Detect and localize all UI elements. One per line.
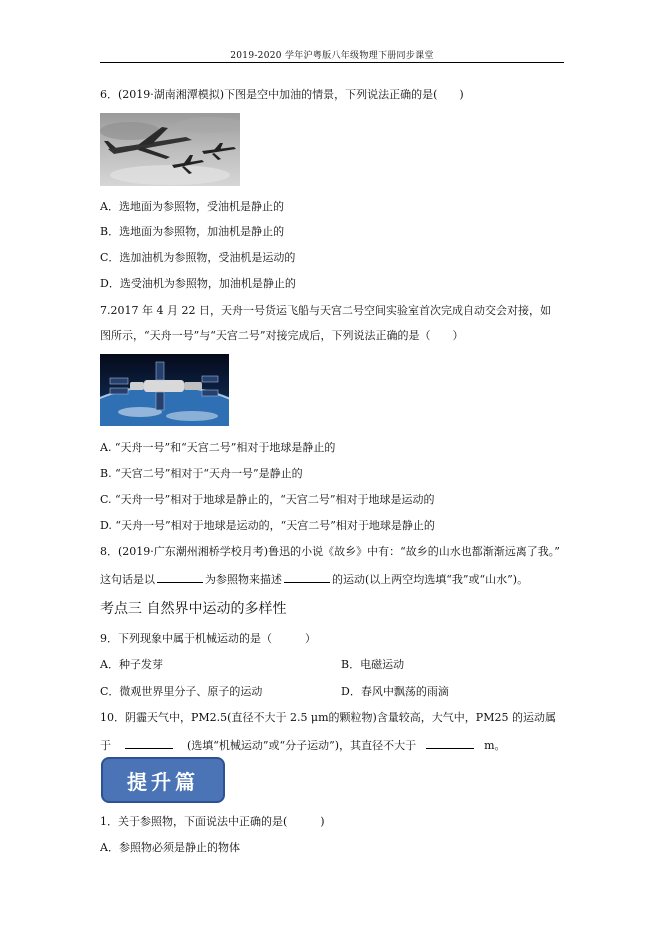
space-station-illustration — [100, 354, 229, 426]
q10-text-part3: m。 — [484, 739, 506, 752]
header-divider — [100, 62, 564, 63]
q8-blank-2[interactable] — [284, 571, 330, 583]
q9-option-c: C．微观世界里分子、原子的运动 — [100, 685, 263, 698]
space-station-image — [100, 354, 229, 426]
q8-text-part2: 为参照物来描述 — [205, 573, 282, 586]
q8-text-part1: 这句话是以 — [100, 573, 155, 586]
q9-option-b: B．电磁运动 — [341, 658, 405, 671]
q10-text-part1: 于 — [100, 739, 111, 752]
q9-stem: 9．下列现象中属于机械运动的是（ ） — [100, 632, 316, 645]
q7-stem-line1: 7.2017 年 4 月 22 日，天舟一号货运飞船与天宫二号空间实验室首次完成自动交会对接，如 — [100, 304, 551, 317]
q7-option-b: B. “天宫二号”相对于“天舟一号”是静止的 — [100, 467, 303, 480]
q9-option-a: A．种子发芽 — [100, 658, 163, 671]
page-header: 2019-2020 学年沪粤版八年级物理下册同步课堂 — [230, 51, 434, 61]
q6-stem: 6．(2019·湖南湘潭模拟)下图是空中加油的情景，下列说法正确的是( ) — [100, 88, 464, 101]
q9-option-d: D．春风中飘荡的雨滴 — [341, 685, 449, 698]
section-heading: 考点三 自然界中运动的多样性 — [100, 601, 287, 617]
q7-stem-line2: 图所示，“天舟一号”与“天宫二号”对接完成后，下列说法正确的是（ ） — [100, 329, 464, 342]
q10-line2 — [100, 737, 506, 753]
advanced-section-badge: 提升篇 — [101, 757, 225, 803]
q10-line1: 10．阴霾天气中，PM2.5(直径不大于 2.5 μm的颗粒物)含量较高，大气中，PM25 的运动属 — [100, 711, 556, 724]
q7-option-a: A. “天舟一号”和“天宫二号”相对于地球是静止的 — [100, 441, 336, 454]
q6-option-c: C．选加油机为参照物，受油机是运动的 — [100, 251, 296, 264]
q8-blank-1[interactable] — [157, 571, 203, 583]
q6-option-b: B．选地面为参照物，加油机是静止的 — [100, 225, 285, 238]
refueling-aircraft-illustration — [100, 113, 240, 186]
q8-line1: 8．(2019·广东潮州湘桥学校月考)鲁迅的小说《故乡》中有：“故乡的山水也都渐渐远离了我。” — [100, 545, 560, 558]
q7-option-d: D. “天舟一号”相对于地球是运动的，“天宫二号”相对于地球是静止的 — [100, 519, 435, 532]
q8-text-part3: 的运动(以上两空均选填“我”或“山水”)。 — [332, 573, 529, 586]
q8-line2 — [100, 571, 528, 587]
q7-option-c: C. “天舟一号”相对于地球是静止的，“天宫二号”相对于地球是运动的 — [100, 493, 435, 506]
q10-blank-1[interactable] — [125, 737, 173, 749]
q10-text-part2: (选填“机械运动”或“分子运动”)，其直径不大于 — [187, 739, 417, 752]
q1-stem: 1．关于参照物，下面说法中正确的是( ) — [100, 815, 325, 828]
q10-blank-2[interactable] — [426, 737, 474, 749]
q6-option-d: D．选受油机为参照物，加油机是静止的 — [100, 277, 296, 290]
refueling-aircraft-image — [100, 113, 240, 186]
q6-option-a: A．选地面为参照物，受油机是静止的 — [100, 200, 284, 213]
q1-option-a: A．参照物必须是静止的物体 — [100, 841, 240, 854]
